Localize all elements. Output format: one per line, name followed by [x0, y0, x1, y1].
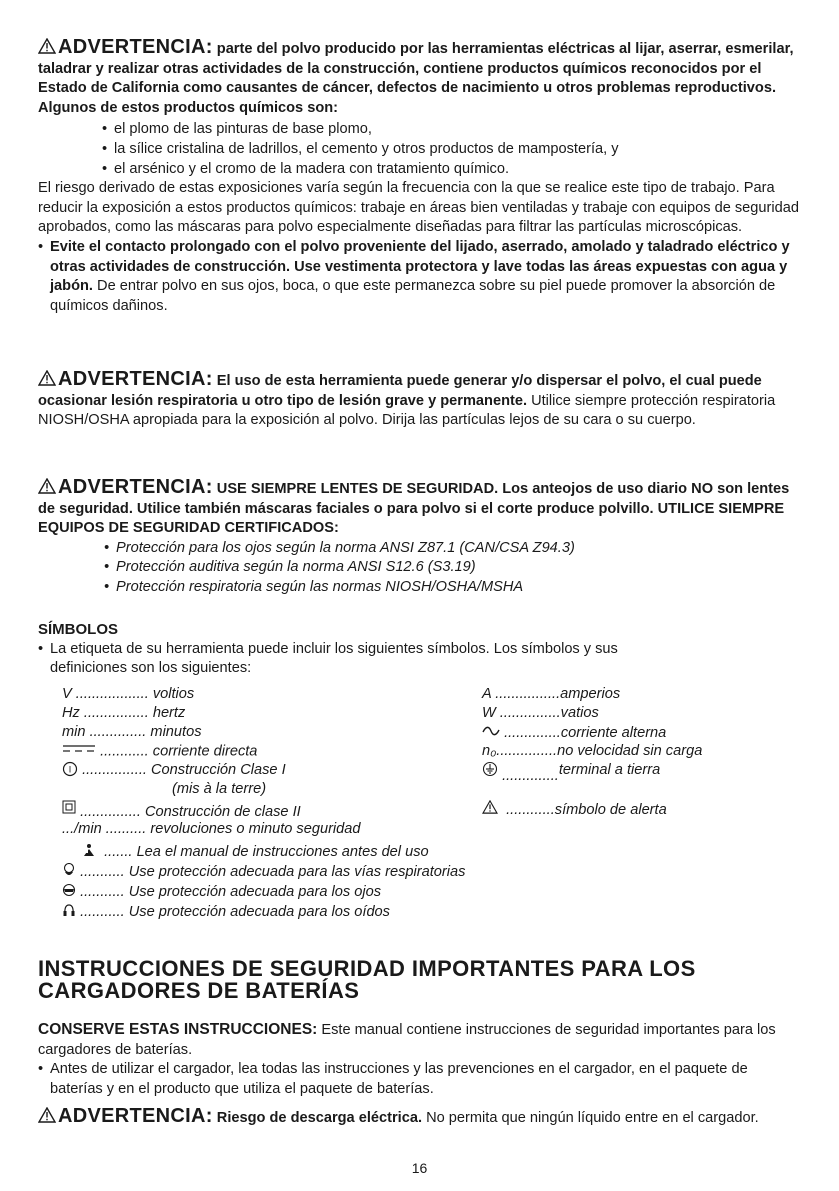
symbol-row-hertz: Hz ................ hertz — [62, 705, 186, 721]
read-manual-icon — [82, 843, 96, 863]
symbol-row-ears: ........... Use protección adecuada para los oídos — [62, 903, 390, 924]
class-ii-icon — [62, 800, 76, 820]
svg-text:I: I — [68, 764, 72, 775]
symbol-row-mis-a-la-terre: (mis à la terre) — [172, 781, 267, 797]
warning-california-dust — [38, 38, 802, 316]
warning1-bullet-bold: Evite el contacto prolongado con el polvo proveniente del lijado, aserrado, amolado y taladrado eléctrico y otras actividades de construcción. Use vestimenta protectora y lave todas las áreas expuestas con agua y jabón. — [50, 238, 790, 295]
symbol-row-alert: ............símbolo de alerta — [482, 800, 667, 820]
symbol-row-rpm: .../min .......... revoluciones o minuto seguridad — [62, 821, 361, 837]
warning2-heading: ADVERTENCIA: — [58, 368, 213, 390]
earth-terminal-icon — [482, 761, 498, 783]
list-item: • el plomo de las pinturas de base plomo, — [102, 120, 802, 140]
warning1-intro — [38, 38, 802, 118]
warning4-heading: ADVERTENCIA: — [58, 1105, 213, 1127]
charger-conserve — [38, 1020, 802, 1099]
warning1-body: El riesgo derivado de estas exposiciones varía según la frecuencia con la que se realice este tipo de trabajo. Para reducir la exposición a estos productos químicos: trabaje en áreas bien ventiladas y trabaje con equipos de seguridad aprobados, como las máscaras para polvo especialmente diseñadas para filtrar las partículas microscópicas. — [38, 180, 799, 236]
warning4-rest: No permita que ningún líquido entre en el cargador. — [422, 1110, 759, 1126]
list-item: • Protección auditiva según la norma ANSI S12.6 (S3.19) — [104, 558, 802, 578]
list-item: • el arsénico y el cromo de la madera con tratamiento químico. — [102, 160, 802, 180]
symbol-row-minutes: min .............. minutos — [62, 724, 202, 740]
warning2-bold: El uso de esta herramienta puede generar y/o dispersar el polvo, el cual puede ocasionar lesión respiratoria u otro tipo de lesión grave y permanente. — [38, 373, 762, 409]
alternating-current-icon — [482, 723, 500, 742]
symbol-row-ac: ..............corriente alterna — [482, 723, 666, 743]
warning-electric-shock — [38, 1107, 802, 1129]
symbol-row-class-i: I ................ Construcción Clase I — [62, 761, 286, 783]
class-i-icon — [62, 761, 78, 783]
respirator-icon — [62, 863, 76, 884]
symbol-row-earth: ..............terminal a tierra — [482, 761, 660, 783]
warning-safety-glasses — [38, 478, 802, 598]
alert-symbol-icon — [482, 800, 498, 820]
warning-triangle-icon — [38, 38, 56, 54]
direct-current-icon — [62, 742, 96, 761]
symbols-intro: • La etiqueta de su herramienta puede incluir los siguientes símbolos. Los símbolos y sus definiciones son los siguientes: — [38, 640, 802, 679]
warning-respiratory — [38, 370, 802, 431]
symbols-section — [38, 620, 802, 679]
charger-heading-line1: INSTRUCCIONES DE SEGURIDAD IMPORTANTES PARA LOS — [38, 956, 696, 981]
warning1-heading: ADVERTENCIA: — [58, 36, 213, 58]
charger-heading — [38, 958, 696, 1002]
list-item: • Protección para los ojos según la norma ANSI Z87.1 (CAN/CSA Z94.3) — [104, 539, 802, 559]
warning-triangle-icon — [38, 478, 56, 494]
symbol-row-watts: W ...............vatios — [482, 705, 599, 721]
conserve-bold: CONSERVE ESTAS INSTRUCCIONES: — [38, 1021, 318, 1038]
symbol-row-respiratory: ........... Use protección adecuada para las vías respiratorias — [62, 863, 465, 884]
warning1-intro-text: parte del polvo producido por las herramientas eléctricas al lijar, aserrar, esmerilar, taladrar y realizar otras actividades de la construcción, contiene productos químicos reconocidos por el Estado de California como causantes de cáncer, defectos de nacimiento u otros problemas reproductivos. Algunos de estos productos químicos son: — [38, 41, 794, 116]
list-item: • Protección respiratoria según las normas NIOSH/OSHA/MSHA — [104, 578, 802, 598]
ear-protection-icon — [62, 903, 76, 924]
charger-heading-line2: CARGADORES DE BATERÍAS — [38, 978, 360, 1003]
symbols-heading: SÍMBOLOS — [38, 621, 119, 638]
symbol-row-eyes: ........... Use protección adecuada para los ojos — [62, 883, 381, 904]
warning4-bold: Riesgo de descarga eléctrica. — [216, 1110, 423, 1126]
warning1-bullet-rest: De entrar polvo en sus ojos, boca, o que este permanezca sobre su piel puede promover la absorción de químicos dañinos. — [50, 278, 776, 314]
symbol-row-no-load-speed: n₀...............no velocidad sin carga — [482, 743, 703, 759]
symbol-row-dc: ............ corriente directa — [62, 742, 257, 761]
symbol-row-read-manual: ....... Lea el manual de instrucciones antes del uso — [82, 843, 429, 863]
warning1-bullets — [38, 120, 802, 179]
list-item: • la sílice cristalina de ladrillos, el cemento y otros productos de mampostería, y — [102, 140, 802, 160]
warning-triangle-icon — [38, 370, 56, 386]
page-number: 16 — [411, 1160, 428, 1176]
warning1-bullet-avoid — [38, 238, 802, 316]
symbol-row-amps: A ................amperios — [482, 686, 621, 702]
warning3-items — [38, 539, 802, 598]
warning-triangle-icon — [38, 1107, 56, 1123]
eye-protection-icon — [62, 883, 76, 904]
symbol-row-volts: V .................. voltios — [62, 686, 195, 702]
warning3-heading: ADVERTENCIA: — [58, 476, 213, 498]
warning2-rest: Utilice siempre protección respiratoria NIOSH/OSHA apropiada para la exposición al polvo. Dirija las partículas lejos de su cara o su cuerpo. — [38, 392, 776, 429]
charger-bullet: • Antes de utilizar el cargador, lea todas las instrucciones y las prevenciones en el cargador, en el paquete de baterías y en el producto que utiliza el paquete de baterías. — [38, 1060, 802, 1099]
conserve-rest: Este manual contiene instrucciones de seguridad importantes para los cargadores de baterías. — [38, 1022, 776, 1058]
warning3-bold: USE SIEMPRE LENTES DE SEGURIDAD. Los anteojos de uso diario NO son lentes de seguridad. Utilice también máscaras faciales o para polvo si el corte produce polvillo. UTILICE SIEMPRE EQUIPOS DE SEGURIDAD CERTIFICADOS: — [38, 481, 790, 537]
symbol-row-class-ii: ............... Construcción de clase II — [62, 800, 301, 822]
